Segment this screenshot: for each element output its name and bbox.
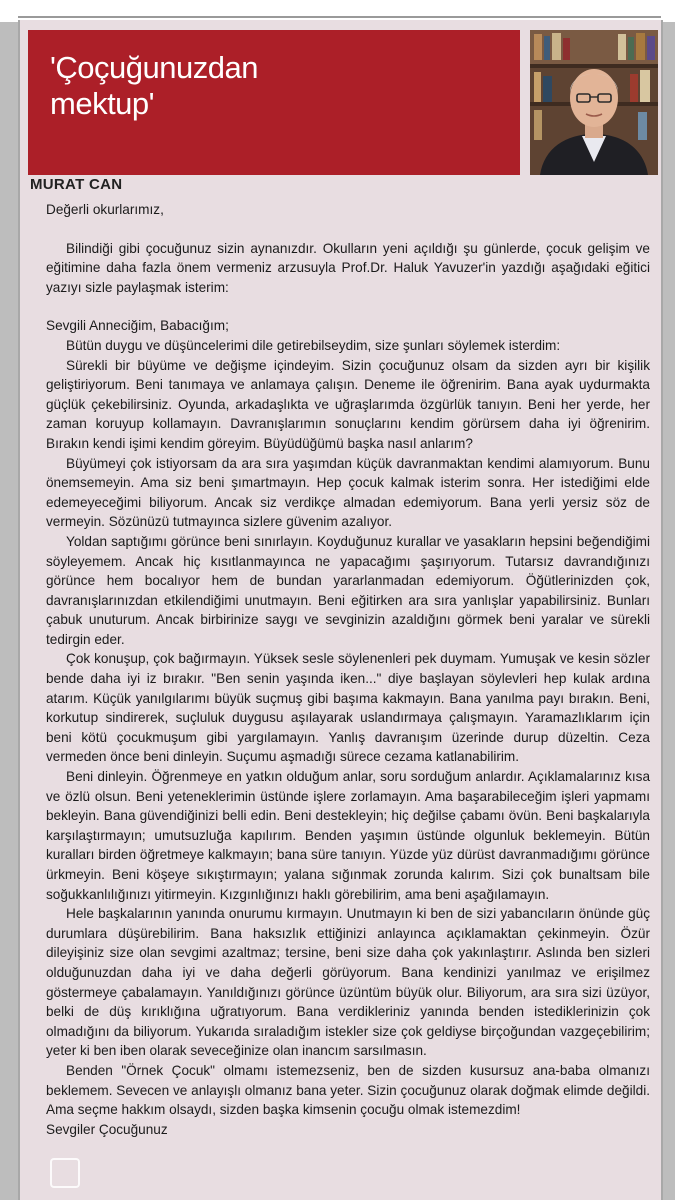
intro-paragraph: Bilindiği gibi çocuğunuz sizin aynanızdır. Okulların yeni açıldığı şu günlerde, çocuk gelişim ve eğitimine daha fazla önem vermeniz arzusuyla Prof.Dr. Haluk Yavuzer'in yazdığı aşağıdaki eğitici yazıyı sizle paylaşmak isterim: [46, 240, 650, 295]
letter-paragraph: Sürekli bir büyüme ve değişme içindeyim. Sizin çocuğunuz olsam da sizden ayrı bir kişilik geliştiriyorum. Beni tanımaya ve anlamaya çalışın. Deneme ile öğrenirim. Bana ayak uydurmakta güçlük çekebilirsiniz. Oyunda, arkadaşlıkta ve uğraşlarımda özgürlük tanıyın. Beni her yerde, her zaman koruyup kollamayın. Davranışlarımın sonuçlarını kendim görürsem daha iyi öğrenirim. Bırakın kendi işimi kendim göreyim. Büyüdüğümü başka nasıl anlarım? [46, 357, 650, 451]
letter-paragraph: Beni dinleyin. Öğrenmeye en yatkın olduğum anlar, soru sorduğum anlardır. Açıklamalarınız kısa ve özlü olsun. Beni yeteneklerimin üstünde işlere zorlamayın. Ama başarabileceğim işleri yapmamı bekleyin. Bana güvendiğinizi belli edin. Beni destekleyin; hiç değilse çabamı övün. Beni başkalarıyla karşılaştırmayın; umutsuzluğa kapılırım. Benden yaşımın üstünde olgunluk beklemeyin. Bütün kuralları birden öğretmeye kalkmayın; bana süre tanıyın. Yüzde yüz dürüst davranmadığımı görünce ürkmeyin. Beni köşeye sıkıştırmayın; yalana sığınmak zorunda kalırım. Sizi çok bunaltsam bile soğukkanlılığınızı yitirmeyin. Kızgınlığınızı haklı görebilirim, ama beni aşağılamayın. [46, 769, 650, 902]
author-photo [530, 30, 658, 175]
letter-paragraph: Büyümeyi çok istiyorsam da ara sıra yaşımdan küçük davranmaktan kendimi alamıyorum. Bunu önemsemeyin. Ama siz beni şımartmayın. Hep çocuk kalmak isterim sonra. Her istediğimi elde edemeyeceğimi biliyorum. Ancak siz verdikçe almadan edemiyorum. Bana yerli yersiz söz de vermeyin. Sözünüzü tutmayınca sizlere güvenim azalıyor. [46, 455, 650, 530]
column-title: 'Çoçuğunuzdan mektup' [50, 50, 258, 121]
letter-paragraph: Yoldan saptığımı görünce beni sınırlayın. Koyduğunuz kurallar ve yasakların hepsini beğendiğimi söyleyemem. Ancak hiç kısıtlanmayınca ne yapacağımı şaşırıyorum. Tutarsız davrandığınızı görünce hem bocalıyor hem de bundan yararlanmadan edemiyorum. Öğütlerinizden çok, davranışlarınızdan etkilendiğimi unutmayın. Beni eğitirken ara sıra yanlışlar yapabilirsiniz. Bunları çabuk unuturum. Ancak birbirinize saygı ve sevginizin azaldığını görmek beni yaralar ve sürekli tedirgin eder. [46, 533, 650, 647]
article-body [46, 200, 650, 1139]
letter-paragraph: Hele başkalarının yanında onurumu kırmayın. Unutmayın ki ben de sizi yabancıların önünde güç durumlara düşürebilirim. Bana haksızlık ettiğinizi anlayınca açıklamaktan çekinmeyin. Özür dileyişiniz size olan sevgimi azaltmaz; tersine, beni size daha çok yakınlaştırır. Aslında ben sizleri olduğunuzdan daha iyi ve daha değerli görüyorum. Bana kendinizi yanılmaz ve erişilmez göstermeye çabalamayın. Yanıldığınızı görünce üzüntüm büyük olur. Biliyorum, ara sıra sizi üzüyor, belki de düş kırıklığına uğratıyorum. Bana verdikleriniz yanında benden istediklerinizin çok olmadığını da biliyorum. Yukarıda sıraladığım istekler size çok geldiyse birçoğundan vazgeçebilirim; yeter ki ben iben olarak seveceğinize olan inancım sarsılmasın. [46, 906, 650, 1059]
letter-signature: Sevgiler Çocuğunuz [46, 1121, 168, 1137]
author-name: MURAT CAN [30, 176, 123, 193]
author-photo-illustration [530, 30, 658, 175]
newspaper-page [18, 20, 663, 1200]
salutation: Değerli okurlarımız, [46, 202, 164, 217]
top-rule [18, 16, 661, 18]
watermark-icon [50, 1158, 80, 1188]
top-bar [0, 0, 675, 22]
letter-paragraph: Benden "Örnek Çocuk" olmamı istemezseniz, ben de sizden kusursuz ana-baba olmanızı beklemem. Sevecen ve anlayışlı olmanız bana yeter. Sizin çocuğunuz olarak doğmak elimde değildi. Ama seçme hakkım olsaydı, sizden başka kimsenin çocuğu olmak istemezdim! [46, 1062, 650, 1118]
column-banner [28, 30, 520, 175]
letter-paragraph: Çok konuşup, çok bağırmayın. Yüksek sesle söylenenleri pek duymam. Yumuşak ve kesin sözler bende daha iyi iz bırakır. "Ben senin yaşında iken..." diye başlayan söylevleri hep kulak ardına atarım. Küçük yanılgılarımı büyük suçmuş gibi başıma kakmayın. Bana yanılma payı bırakın. Beni, korkutup sindirerek, suçluluk duygusu aşılayarak uslandırmaya çalışmayın. Yaramazlıklarım için beni kötü çocukmuşum gibi yargılamayın. Yanlış davranışım üzerinde durup düzeltin. Ceza vermeden önce beni dinleyin. Suçumu aşmadığı sürece cezama katlanabilirim. [46, 651, 650, 765]
spacer [46, 297, 650, 316]
spacer [46, 220, 650, 239]
letter-greeting: Sevgili Anneciğim, Babacığım; [46, 318, 229, 334]
letter-paragraph: Bütün duygu ve düşüncelerimi dile getirebilseydim, size şunları söylemek isterdim: [66, 337, 561, 353]
